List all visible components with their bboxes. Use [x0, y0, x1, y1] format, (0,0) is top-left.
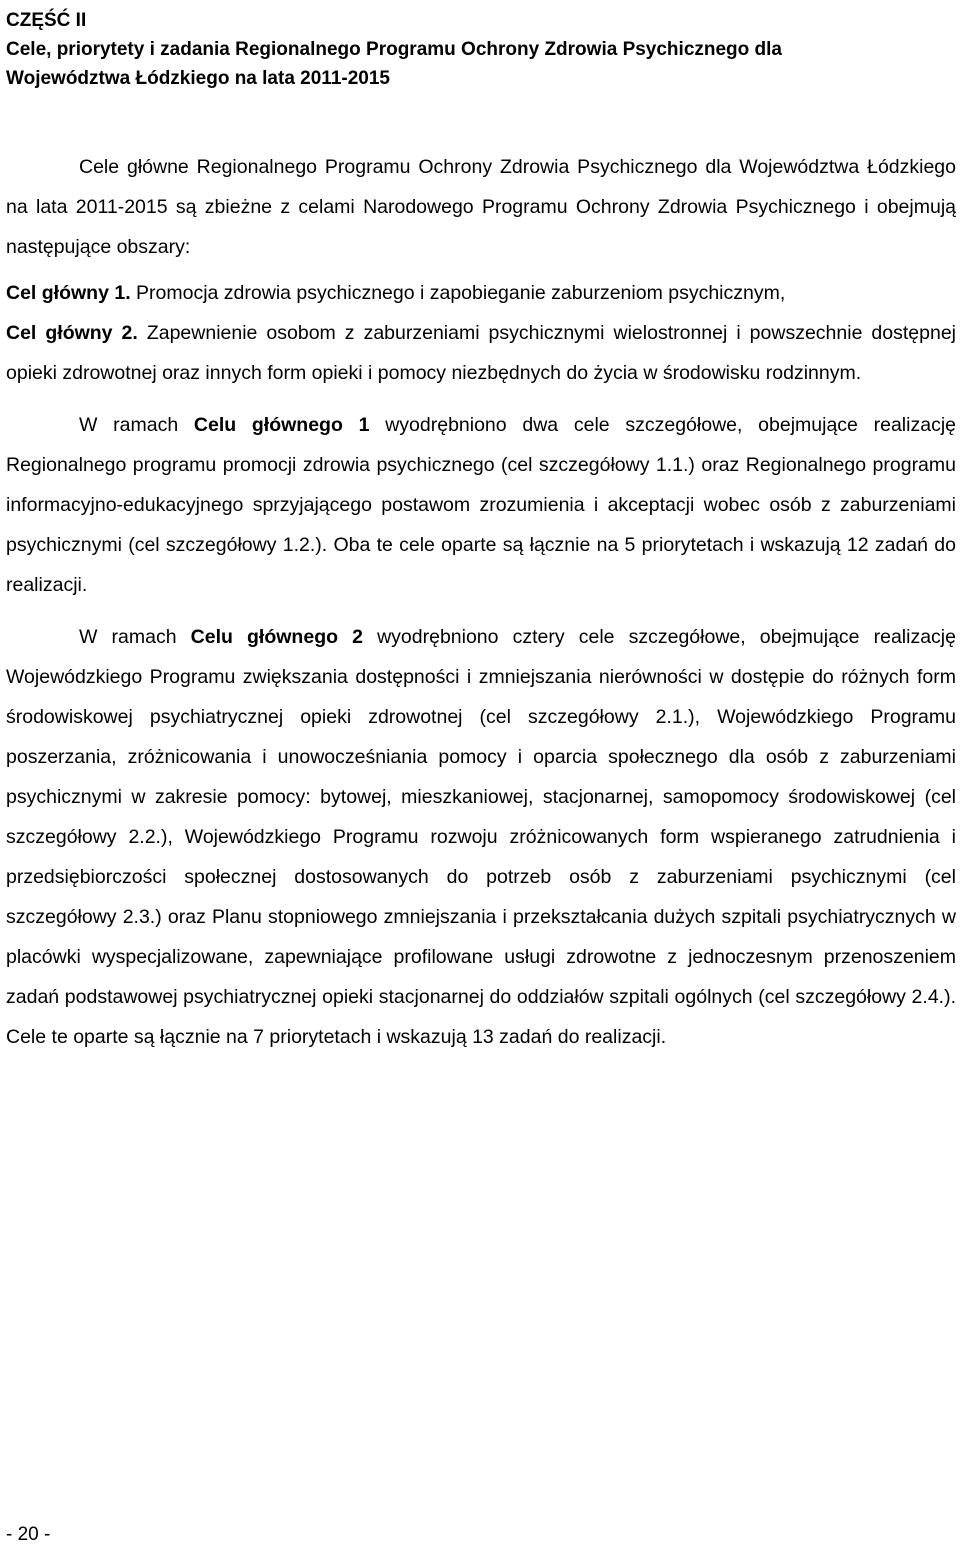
page-number: - 20 - — [6, 1524, 51, 1545]
goal-1-details-paragraph — [6, 405, 956, 605]
main-goal-2 — [6, 313, 956, 393]
part-label: CZĘŚĆ II — [6, 10, 87, 31]
goal-1-details-text: wyodrębniono dwa cele szczegółowe, obejmujące realizację Regionalnego programu promocji zdrowia psychicznego (cel szczegółowy 1.1.) oraz Regionalnego programu informacyjno-edukacyjnego sprzyjającego postawom zrozumienia i akceptacji wobec osób z zaburzeniami psychicznymi (cel szczegółowy 1.2.). Oba te cele oparte są łącznie na 5 priorytetach i wskazują 12 zadań do realizacji. — [6, 414, 956, 596]
section-title-line-1: Cele, priorytety i zadania Regionalnego Programu Ochrony Zdrowia Psychicznego dla — [6, 39, 783, 60]
goal-2-details-prefix: W ramach — [79, 626, 191, 648]
main-goal-1 — [6, 273, 956, 313]
goal-2-details-bold: Celu głównego 2 — [190, 626, 363, 648]
main-goal-1-label: Cel główny 1. — [6, 282, 131, 304]
goal-1-details-prefix: W ramach — [79, 414, 194, 436]
main-goal-2-label: Cel główny 2. — [6, 322, 138, 344]
goal-2-details-text: wyodrębniono cztery cele szczegółowe, obejmujące realizację Wojewódzkiego Programu zwiększania dostępności i zmniejszania nierówności w dostępie do różnych form środowiskowej psychiatrycznej opieki zdrowotnej (cel szczegółowy 2.1.), Wojewódzkiego Programu poszerzania, zróżnicowania i unowocześniania pomocy i oparcia społecznego dla osób z zaburzeniami psychicznymi w zakresie pomocy: bytowej, mieszkaniowej, stacjonarnej, samopomocy środowiskowej (cel szczegółowy 2.2.), Wojewódzkiego Programu rozwoju zróżnicowanych form wspieranego zatrudnienia i przedsiębiorczości społecznej dostosowanych do potrzeb osób z zaburzeniami psychicznymi (cel szczegółowy 2.3.) oraz Planu stopniowego zmniejszania i przekształcania dużych szpitali psychiatrycznych w placówki wyspecjalizowane, zapewniające profilowane usługi zdrowotne z jednoczesnym przenoszeniem zadań podstawowej psychiatrycznej opieki stacjonarnej do oddziałów szpitali ogólnych (cel szczegółowy 2.4.). Cele te oparte są łącznie na 7 priorytetach i wskazują 13 zadań do realizacji. — [6, 626, 956, 1048]
section-title-line-2: Województwa Łódzkiego na lata 2011-2015 — [6, 68, 390, 89]
main-goal-1-text: Promocja zdrowia psychicznego i zapobieganie zaburzeniom psychicznym, — [130, 282, 786, 304]
main-goal-2-text: Zapewnienie osobom z zaburzeniami psychicznymi wielostronnej i powszechnie dostępnej opieki zdrowotnej oraz innych form opieki i pomocy niezbędnych do życia w środowisku rodzinnym. — [6, 322, 956, 384]
goal-2-details-paragraph — [6, 617, 956, 1057]
document-page — [6, 0, 956, 1551]
goal-1-details-bold: Celu głównego 1 — [193, 414, 370, 436]
intro-paragraph: Cele główne Regionalnego Programu Ochrony Zdrowia Psychicznego dla Województwa Łódzkiego na lata 2011-2015 są zbieżne z celami Narodowego Programu Ochrony Zdrowia Psychicznego i obejmują następujące obszary: — [6, 156, 956, 258]
